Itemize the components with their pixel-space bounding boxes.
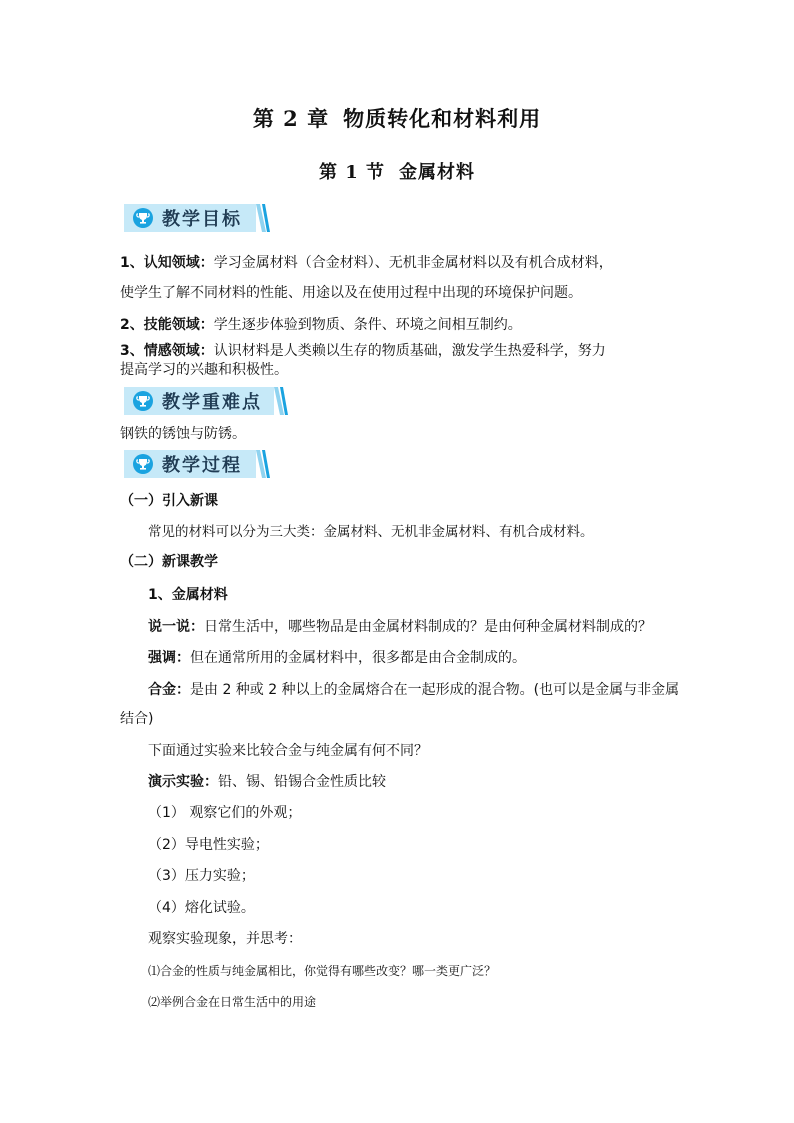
key-points-text: 钢铁的锈蚀与防锈。 (120, 426, 246, 442)
alloy-text: 是由 2 种或 2 种以上的金属熔合在一起形成的混合物。(也可以是金属与非金属 (190, 682, 680, 698)
say-text: 日常生活中，哪些物品是由金属材料制成的？是由何种金属材料制成的？ (204, 619, 652, 635)
step-2: （2）导电性实验； (148, 837, 269, 853)
stress-line (148, 648, 526, 668)
step-1: （1） 观察它们的外观； (148, 805, 302, 821)
objective-3 (120, 341, 606, 361)
section-name: 金属材料 (399, 162, 476, 183)
chapter-number: 第 2 章 (252, 106, 330, 131)
banner-objectives-label: 教学目标 (162, 209, 242, 230)
banner-process (124, 450, 256, 478)
demo-label: 演示实验： (148, 774, 218, 790)
objective-2-text: 学生逐步体验到物质、条件、环境之间相互制约。 (213, 317, 522, 333)
banner-objectives (124, 204, 256, 232)
subsection-metal-materials: 1、金属材料 (148, 587, 228, 603)
trophy-icon (130, 206, 156, 230)
trophy-icon (130, 389, 156, 413)
question-1: ⑴合金的性质与纯金属相比，你觉得有哪些改变？哪一类更广泛？ (148, 964, 497, 978)
part1-heading: （一）引入新课 (120, 493, 218, 509)
stress-label: 强调： (148, 650, 190, 666)
section-number: 第 1 节 (318, 162, 386, 183)
demo-line (148, 772, 386, 792)
banner-key-points-label: 教学重难点 (162, 392, 262, 413)
banner-key-points (124, 387, 274, 415)
objective-1-text: 学习金属材料（合金材料）、无机非金属材料以及有机合成材料， (213, 255, 613, 271)
banner-process-label: 教学过程 (162, 455, 242, 476)
objective-3-label: 3、情感领域： (120, 343, 214, 359)
compare-text: 下面通过实验来比较合金与纯金属有何不同？ (148, 743, 428, 759)
step-4: （4）熔化试验。 (148, 900, 255, 916)
alloy-label: 合金： (148, 682, 190, 698)
stress-text: 但在通常所用的金属材料中，很多都是由合金制成的。 (190, 650, 526, 666)
objective-2-label: 2、技能领域： (120, 317, 214, 333)
observe-text: 观察实验现象，并思考： (148, 931, 302, 947)
part2-heading: （二）新课教学 (120, 554, 218, 570)
alloy-continued: 结合) (120, 711, 154, 727)
objective-1-label: 1、认知领域： (120, 255, 214, 271)
chapter-name: 物质转化和材料利用 (343, 106, 542, 131)
banner-stripes (256, 450, 270, 478)
say-label: 说一说： (148, 619, 204, 635)
alloy-line (148, 680, 679, 700)
objective-1 (120, 253, 613, 273)
objective-3-continued: 提高学习的兴趣和积极性。 (120, 362, 288, 378)
trophy-icon (130, 452, 156, 476)
objective-2 (120, 315, 522, 335)
banner-stripes (256, 204, 270, 232)
banner-stripes (274, 387, 288, 415)
step-3: （3）压力实验； (148, 868, 255, 884)
say-line (148, 617, 652, 637)
chapter-title (0, 103, 794, 133)
objective-1-continued: 使学生了解不同材料的性能、用途以及在使用过程中出现的环境保护问题。 (120, 285, 582, 301)
question-2: ⑵举例合金在日常生活中的用途 (148, 995, 317, 1009)
part1-text: 常见的材料可以分为三大类：金属材料、无机非金属材料、有机合成材料。 (148, 524, 594, 540)
demo-text: 铅、锡、铅锡合金性质比较 (218, 774, 386, 790)
section-title (0, 158, 794, 184)
objective-3-text: 认识材料是人类赖以生存的物质基础，激发学生热爱科学，努力 (213, 343, 606, 359)
